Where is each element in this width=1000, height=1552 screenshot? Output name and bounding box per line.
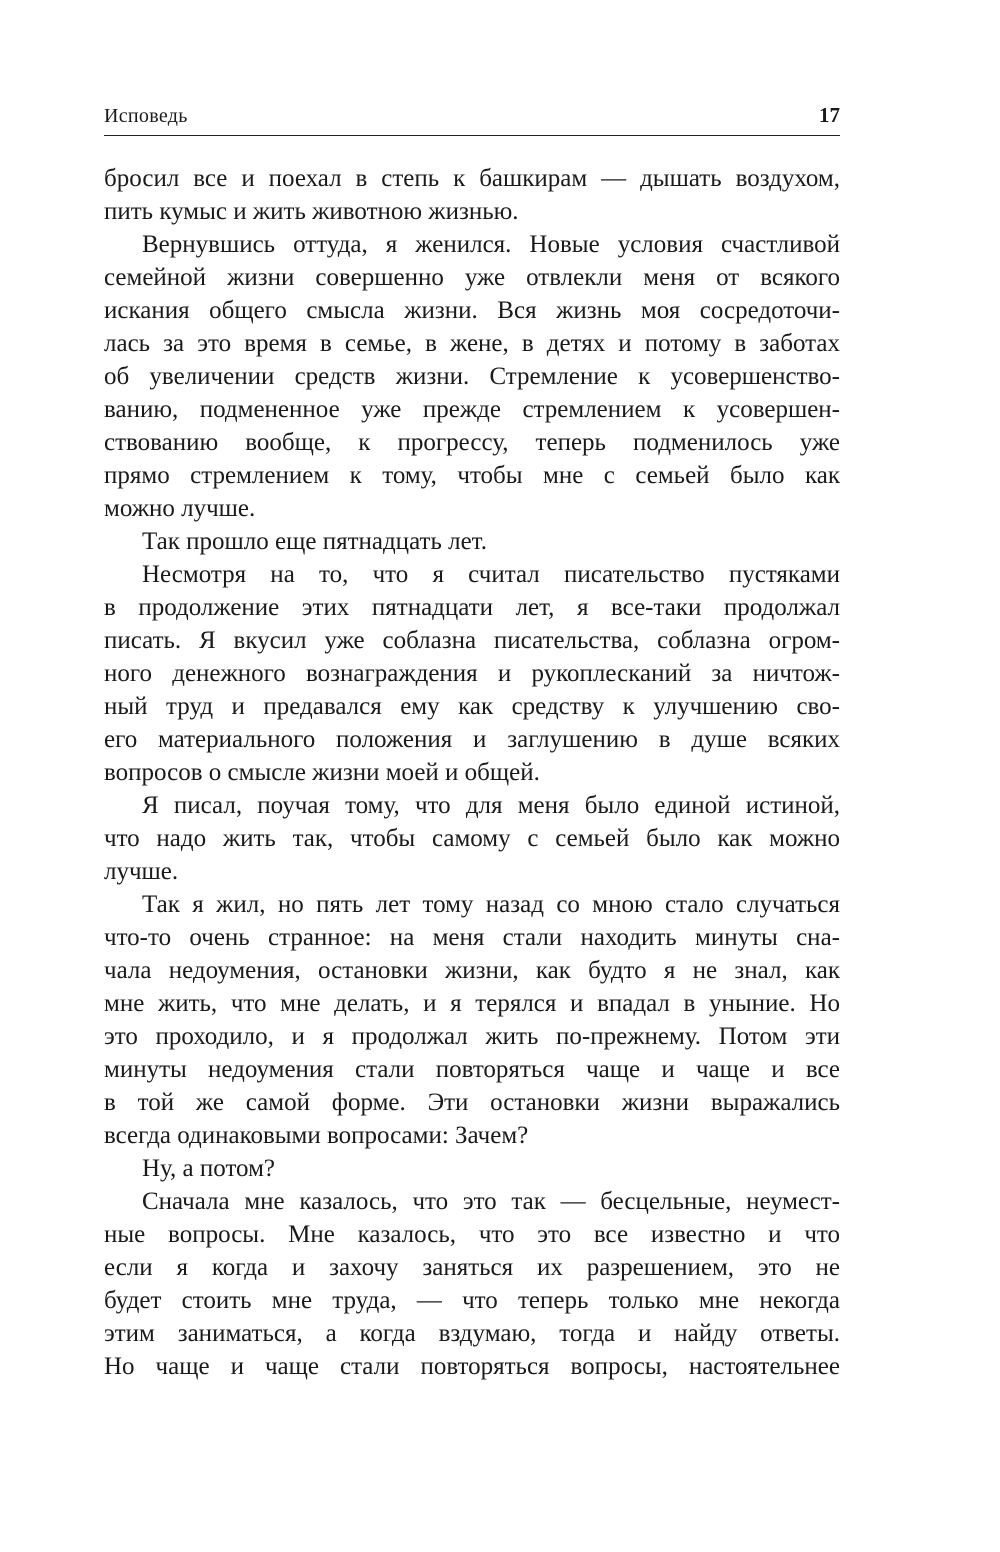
text-line: ного денежного вознаграждения и рукоплесканий за ничтож- [104,660,840,687]
text-line: Я писал, поучая тому, что для меня было единой истиной, [142,792,840,819]
text-line: бросил все и поехал в степь к башкирам — дышать воздухом, [104,165,840,192]
text-line: что-то очень странное: на меня стали находить минуты сна- [104,924,840,951]
body-text [104,162,840,1383]
text-line: вопросов о смысле жизни моей и общей. [104,759,540,786]
text-line: его материального положения и заглушению в душе всяких [104,726,840,753]
text-line: если я когда и захочу заняться их разрешением, это не [104,1254,840,1281]
text-line: об увеличении средств жизни. Стремление к усовершенство- [104,363,840,390]
text-line: можно лучше. [104,495,256,522]
text-line: ванию, подмененное уже прежде стремлением к усовершен- [104,396,840,423]
text-line: Несмотря на то, что я считал писательство пустяками [142,561,840,588]
text-line: всегда одинаковыми вопросами: Зачем? [104,1122,529,1149]
book-page [104,0,840,1552]
text-line: Ну, а потом? [142,1155,275,1182]
text-line: в продолжение этих пятнадцати лет, я все-таки продолжал [104,594,840,621]
text-line: Сначала мне казалось, что это так — бесцельные, неумест- [142,1188,840,1215]
text-line: семейной жизни совершенно уже отвлекли меня от всякого [104,264,840,291]
text-line: ные вопросы. Мне казалось, что это все известно и что [104,1221,840,1248]
text-line: Так я жил, но пять лет тому назад со мною стало случаться [142,891,840,918]
text-line: лась за это время в семье, в жене, в детях и потому в заботах [104,330,840,357]
text-line: пить кумыс и жить животною жизнью. [104,198,519,225]
text-line: искания общего смысла жизни. Вся жизнь моя сосредоточи- [104,297,840,324]
running-title: Исповедь [104,105,188,127]
text-line: в той же самой форме. Эти остановки жизни выражались [104,1089,840,1116]
page-number: 17 [819,103,840,127]
text-line: этим заниматься, а когда вздумаю, тогда и найду ответы. [104,1320,840,1347]
text-line: Вернувшись оттуда, я женился. Новые условия счастливой [142,231,840,258]
text-line: чала недоумения, остановки жизни, как будто я не знал, как [104,957,840,984]
text-line: ствованию вообще, к прогрессу, теперь подменилось уже [104,429,840,456]
text-line: это проходило, и я продолжал жить по-прежнему. Потом эти [104,1023,840,1050]
text-line: писать. Я вкусил уже соблазна писательства, соблазна огром- [104,627,840,654]
text-line: будет стоить мне труда, — что теперь только мне некогда [104,1287,840,1314]
text-line: что надо жить так, чтобы самому с семьей было как можно [104,825,840,852]
running-header [104,103,840,136]
text-line: прямо стремлением к тому, чтобы мне с семьей было как [104,462,840,489]
text-line: мне жить, что мне делать, и я терялся и впадал в уныние. Но [104,990,840,1017]
text-line: минуты недоумения стали повторяться чаще и чаще и все [104,1056,840,1083]
text-line: Так прошло еще пятнадцать лет. [142,528,487,555]
text-line: Но чаще и чаще стали повторяться вопросы, настоятельнее [104,1353,840,1380]
text-line: лучше. [104,858,179,885]
text-line: ный труд и предавался ему как средству к улучшению сво- [104,693,840,720]
